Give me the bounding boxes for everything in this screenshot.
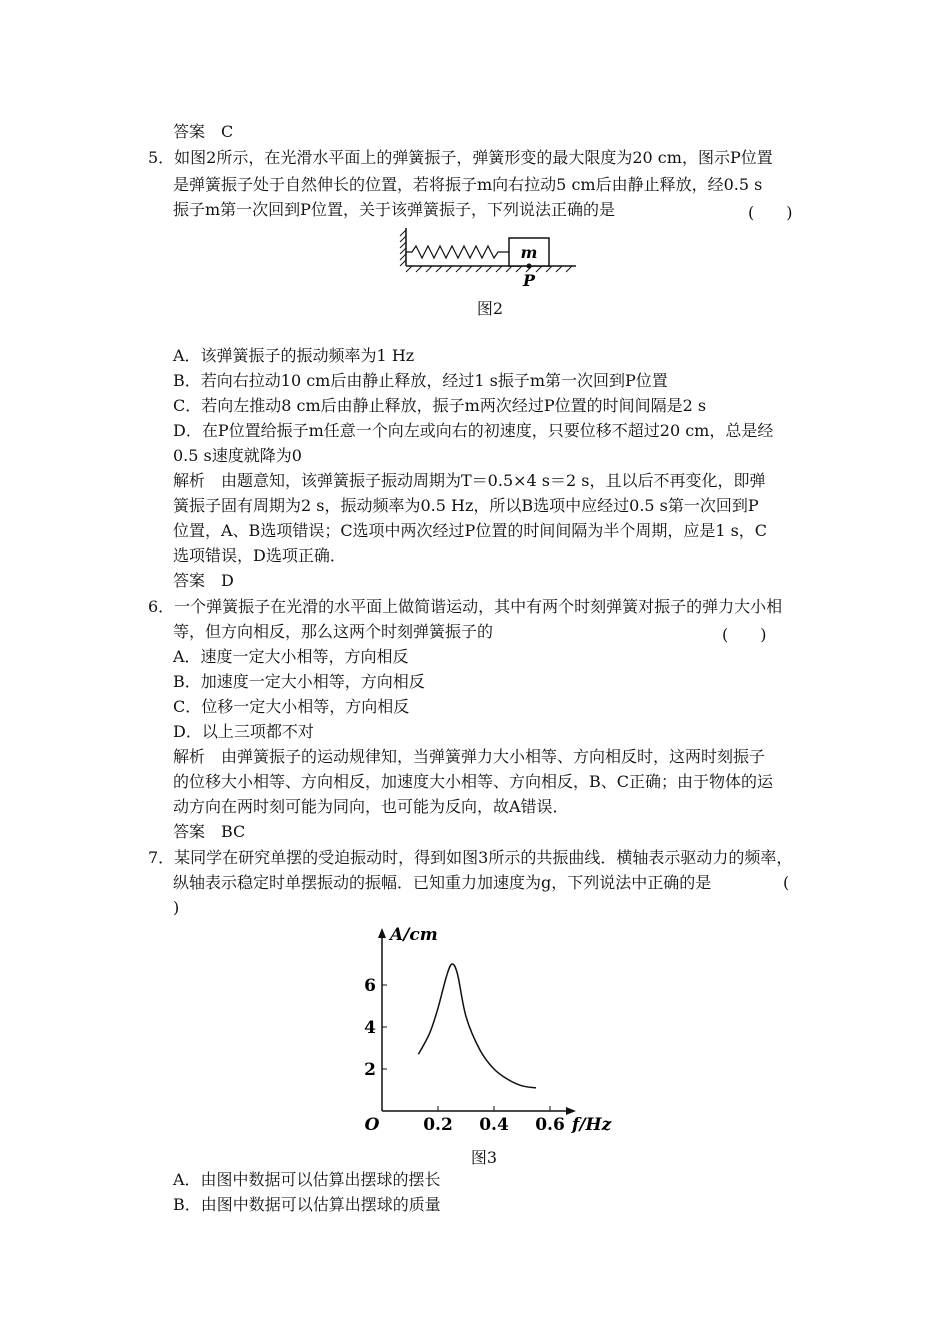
- q5-option-a: A．该弹簧振子的振动频率为1 Hz: [173, 346, 415, 365]
- q6-analysis-line-1: 解析 由弹簧振子的运动规律知，当弹簧弹力大小相等、方向相反时，这两时刻振子: [173, 747, 766, 766]
- origin-label: O: [364, 1115, 380, 1135]
- x-axis-label: f/Hz: [572, 1115, 612, 1135]
- wall-hatching: [400, 230, 406, 266]
- q6-analysis-line-2: 的位移大小相等、方向相反，加速度大小相等、方向相反，B、C正确；由于物体的运: [173, 772, 774, 791]
- q5-analysis-line-2: 簧振子固有周期为2 s，振动频率为0.5 Hz，所以B选项中应经过0.5 s第一次回到P: [173, 496, 759, 515]
- q7-paren-open: (: [783, 873, 790, 892]
- q7-stem-line-2: 纵轴表示稳定时单摆振动的振幅．已知重力加速度为g，下列说法中正确的是: [173, 873, 712, 892]
- q5-analysis-line-1: 解析 由题意知，该弹簧振子振动周期为T＝0.5×4 s＝2 s，且以后不再变化，即弹: [173, 471, 766, 490]
- point-p-dot: [527, 264, 532, 269]
- q6-option-b: B．加速度一定大小相等，方向相反: [173, 672, 425, 691]
- q5-stem-line-2: 是弹簧振子处于自然伸长的位置，若将振子m向右拉动5 cm后由静止释放，经0.5 s: [173, 175, 763, 194]
- q6-option-a: A．速度一定大小相等，方向相反: [173, 647, 409, 666]
- q6-analysis-line-3: 动方向在两时刻可能为同向，也可能为反向，故A错误．: [173, 797, 569, 816]
- q5-option-d: D．在P位置给振子m任意一个向左或向右的初速度，只要位移不超过20 cm，总是经: [173, 421, 774, 440]
- q5-option-d-cont: 0.5 s速度就降为0: [173, 446, 302, 465]
- x-tick-label: 0.6: [535, 1115, 565, 1135]
- q7-paren-close: ): [173, 898, 180, 917]
- spring: [406, 246, 509, 258]
- q6-stem-line-1: 6．一个弹簧振子在光滑的水平面上做简谐运动，其中有两个时刻弹簧对振子的弹力大小相: [148, 597, 783, 616]
- point-p-label: P: [522, 271, 536, 290]
- resonance-curve-chart: [360, 920, 630, 1140]
- q5-answer-paren: ( ): [748, 203, 793, 222]
- q6-option-d: D．以上三项都不对: [173, 722, 314, 741]
- q5-analysis-line-3: 位置，A、B选项错误；C选项中两次经过P位置的时间间隔为半个周期，应是1 s，C: [173, 521, 768, 540]
- x-tick-label: 0.2: [423, 1115, 453, 1135]
- figure-3-caption: 图3: [470, 1148, 498, 1167]
- y-tick-label: 2: [364, 1060, 376, 1080]
- figure-2-caption: 图2: [476, 299, 504, 318]
- y-axis-arrow: [378, 928, 386, 938]
- x-tick-label: 0.4: [479, 1115, 509, 1135]
- x-axis-arrow: [566, 1107, 576, 1115]
- q5-option-c: C．若向左推动8 cm后由静止释放，振子m两次经过P位置的时间间隔是2 s: [173, 396, 707, 415]
- mass-label: m: [520, 243, 538, 262]
- resonance-curve: [418, 964, 536, 1088]
- q6-answer-paren: ( ): [722, 625, 767, 644]
- q7-option-b: B．由图中数据可以估算出摆球的质量: [173, 1195, 441, 1214]
- q6-stem-line-2: 等，但方向相反，那么这两个时刻弹簧振子的: [173, 622, 494, 641]
- y-tick-label: 4: [364, 1018, 376, 1038]
- q6-option-c: C．位移一定大小相等，方向相反: [173, 697, 410, 716]
- q6-answer: 答案 BC: [173, 822, 246, 841]
- q5-answer: 答案 D: [173, 571, 234, 590]
- floor-hatching: [406, 266, 572, 272]
- q5-analysis-line-4: 选项错误，D选项正确．: [173, 546, 346, 565]
- q5-stem-line-3: 振子m第一次回到P位置，关于该弹簧振子，下列说法正确的是: [173, 200, 615, 219]
- q4-answer: 答案 C: [173, 122, 234, 141]
- q7-stem-line-1: 7．某同学在研究单摆的受迫振动时，得到如图3所示的共振曲线．横轴表示驱动力的频率，: [148, 848, 793, 867]
- spring-oscillator-figure: [398, 226, 582, 290]
- y-axis-label: A/cm: [390, 925, 438, 945]
- y-tick-label: 6: [364, 976, 376, 996]
- q7-option-a: A．由图中数据可以估算出摆球的摆长: [173, 1170, 441, 1189]
- q5-option-b: B．若向右拉动10 cm后由静止释放，经过1 s振子m第一次回到P位置: [173, 371, 668, 390]
- q5-stem-line-1: 5．如图2所示，在光滑水平面上的弹簧振子，弹簧形变的最大限度为20 cm，图示P位置: [148, 148, 773, 167]
